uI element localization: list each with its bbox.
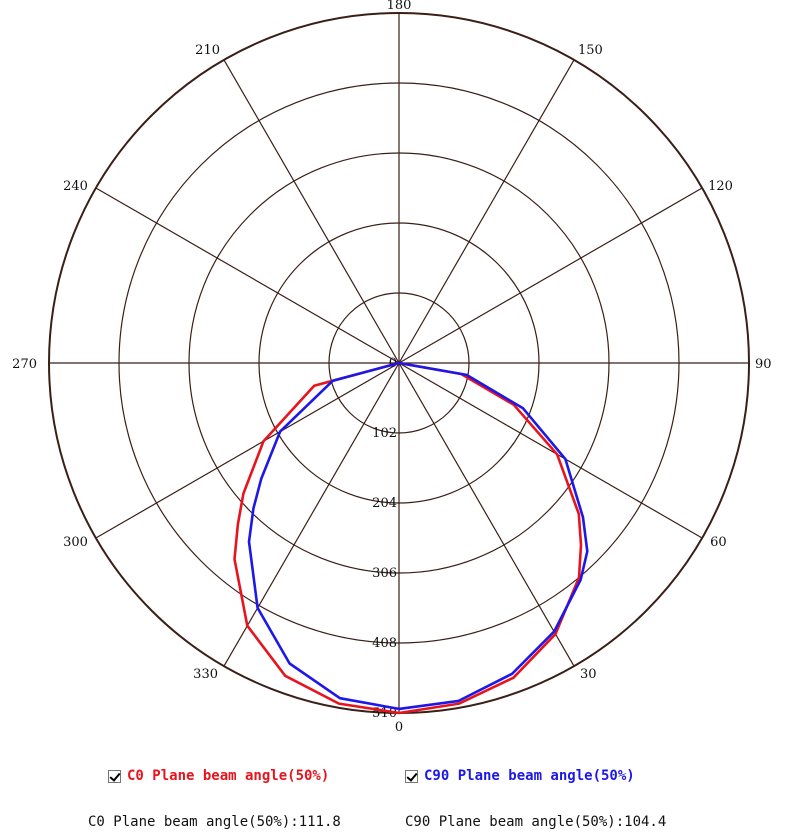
grid-spoke xyxy=(96,188,399,363)
summary-c0: C0 Plane beam angle(50%):111.8 xyxy=(88,814,341,830)
radial-tick-label: 408 xyxy=(372,636,397,651)
angle-tick-label: 0 xyxy=(394,720,404,735)
radial-tick-label: 306 xyxy=(372,566,397,581)
checkbox-c0[interactable] xyxy=(108,770,121,783)
legend xyxy=(0,768,800,792)
checkbox-c90[interactable] xyxy=(405,770,418,783)
grid-spoke xyxy=(96,363,399,538)
angle-tick-label: 90 xyxy=(755,357,772,372)
grid-spoke xyxy=(399,363,574,666)
grid-spoke xyxy=(224,60,399,363)
tick-labels xyxy=(12,0,771,735)
legend-item-c90[interactable] xyxy=(405,768,635,784)
grid-spoke xyxy=(224,363,399,666)
summary-c90: C90 Plane beam angle(50%):104.4 xyxy=(405,814,667,830)
angle-tick-label: 240 xyxy=(63,179,88,194)
grid-spoke xyxy=(399,188,702,363)
legend-label-c0: C0 Plane beam angle(50%) xyxy=(127,768,330,784)
angle-tick-label: 120 xyxy=(708,179,733,194)
angle-tick-label: 330 xyxy=(193,667,218,683)
grid-spoke xyxy=(399,60,574,363)
angle-tick-label: 270 xyxy=(12,357,37,372)
angle-tick-label: 60 xyxy=(710,535,727,550)
legend-item-c0[interactable] xyxy=(108,768,329,784)
angle-tick-label: 300 xyxy=(63,535,88,550)
radial-tick-label: 510 xyxy=(372,706,397,721)
angle-tick-label: 180 xyxy=(386,0,412,13)
grid-spoke xyxy=(399,363,702,538)
angle-tick-label: 210 xyxy=(195,42,220,58)
series-layer xyxy=(235,363,588,713)
angle-tick-label: 150 xyxy=(578,42,603,58)
legend-label-c90: C90 Plane beam angle(50%) xyxy=(424,768,635,784)
radial-tick-label: 102 xyxy=(372,426,397,441)
angle-tick-label: 30 xyxy=(580,667,597,683)
radial-tick-label: 0 xyxy=(388,356,397,371)
radial-tick-label: 204 xyxy=(372,496,397,511)
